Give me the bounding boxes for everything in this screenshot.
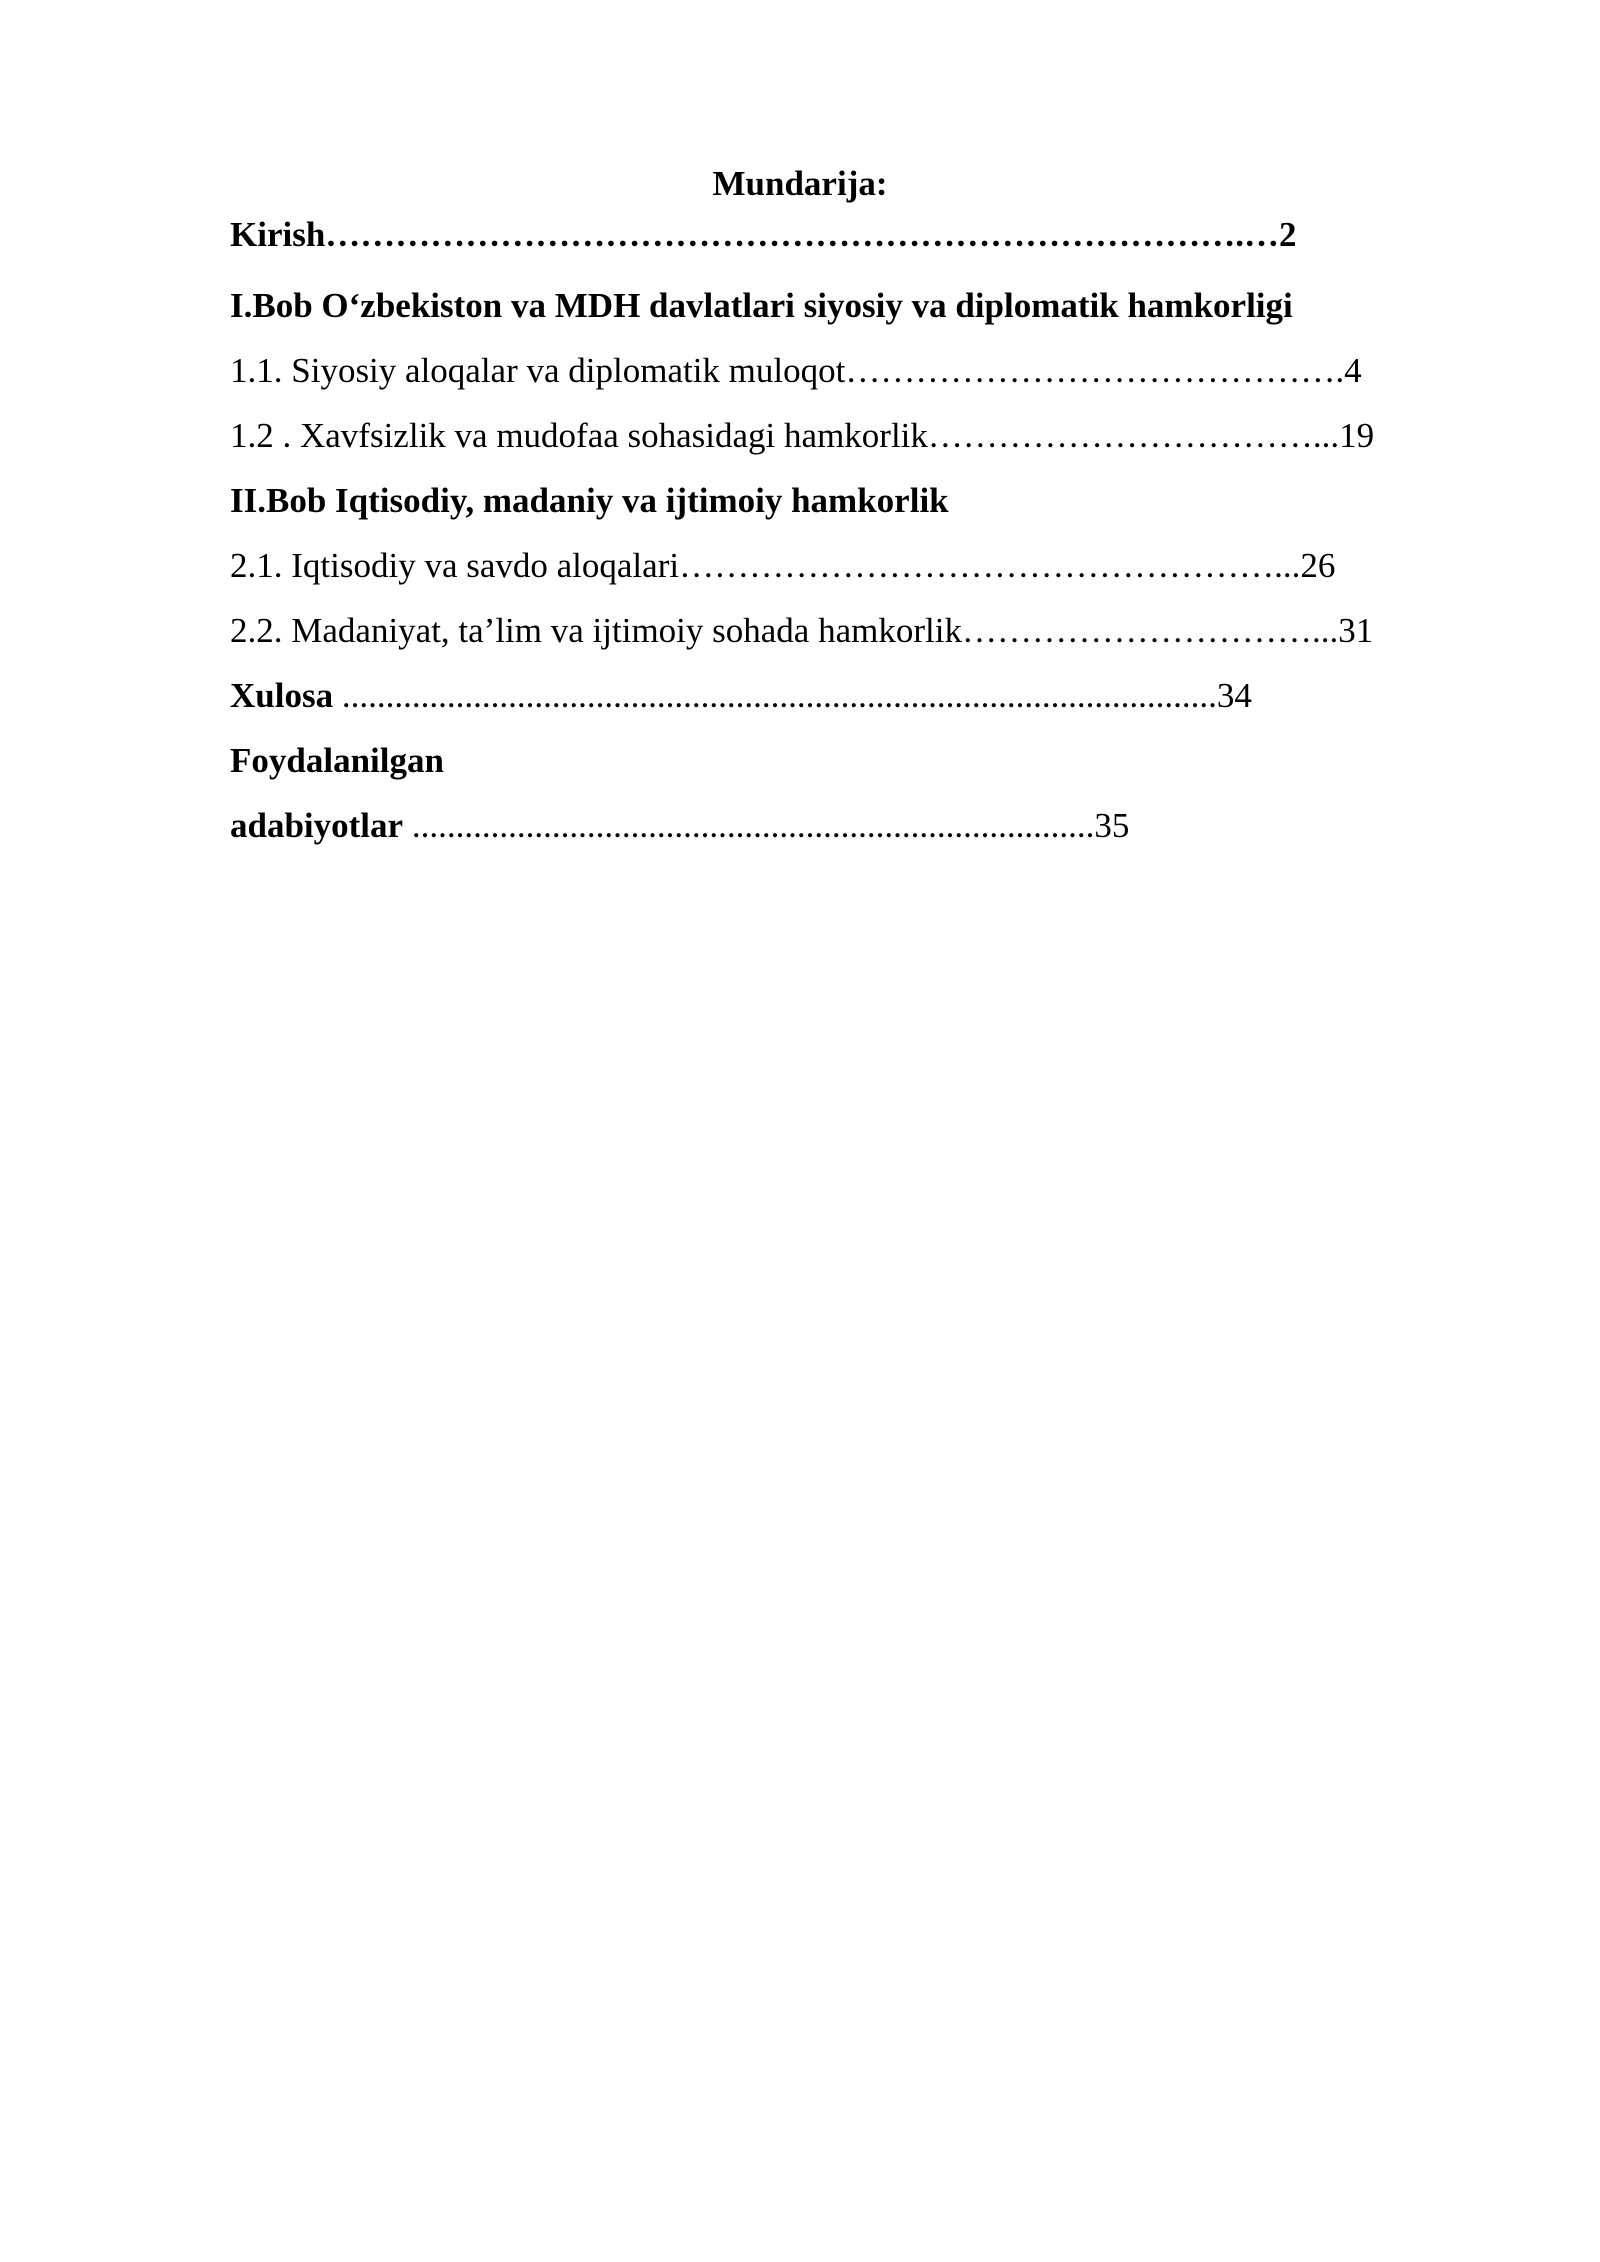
xulosa-leader: ....................................................................................................34 — [333, 676, 1252, 715]
toc-entry-chapter-1: I.Bob O‘zbekiston va MDH davlatlari siyosiy va diplomatik hamkorligi — [230, 286, 1293, 325]
toc-entry-kirish: Kirish…………………………………………………………………….…2 — [230, 215, 1297, 254]
xulosa-label: Xulosa — [230, 676, 334, 715]
toc-entry-2-1: 2.1. Iqtisodiy va savdo aloqalari……………………………………………...26 — [230, 546, 1336, 585]
toc-entry-1-2: 1.2 . Xavfsizlik va mudofaa sohasidagi hamkorlik……………………………...19 — [230, 416, 1375, 455]
toc-entry-adabiyotlar-line1: Foydalanilgan — [230, 741, 444, 780]
toc-entry-1-1: 1.1. Siyosiy aloqalar va diplomatik muloqot…………………………………….4 — [230, 351, 1362, 390]
adabiyotlar-label: adabiyotlar — [230, 806, 404, 845]
adabiyotlar-leader: ..............................................................................35 — [403, 806, 1130, 845]
toc-entry-2-2: 2.2. Madaniyat, ta’lim va ijtimoiy sohada hamkorlik…………………………...31 — [230, 611, 1374, 650]
table-of-contents — [230, 158, 1470, 858]
toc-title: Mundarija: — [712, 164, 888, 203]
toc-entry-chapter-2: II.Bob Iqtisodiy, madaniy va ijtimoiy hamkorlik — [230, 481, 949, 520]
toc-entry-xulosa — [230, 663, 1470, 728]
toc-entry-adabiyotlar-line2 — [230, 793, 1470, 858]
